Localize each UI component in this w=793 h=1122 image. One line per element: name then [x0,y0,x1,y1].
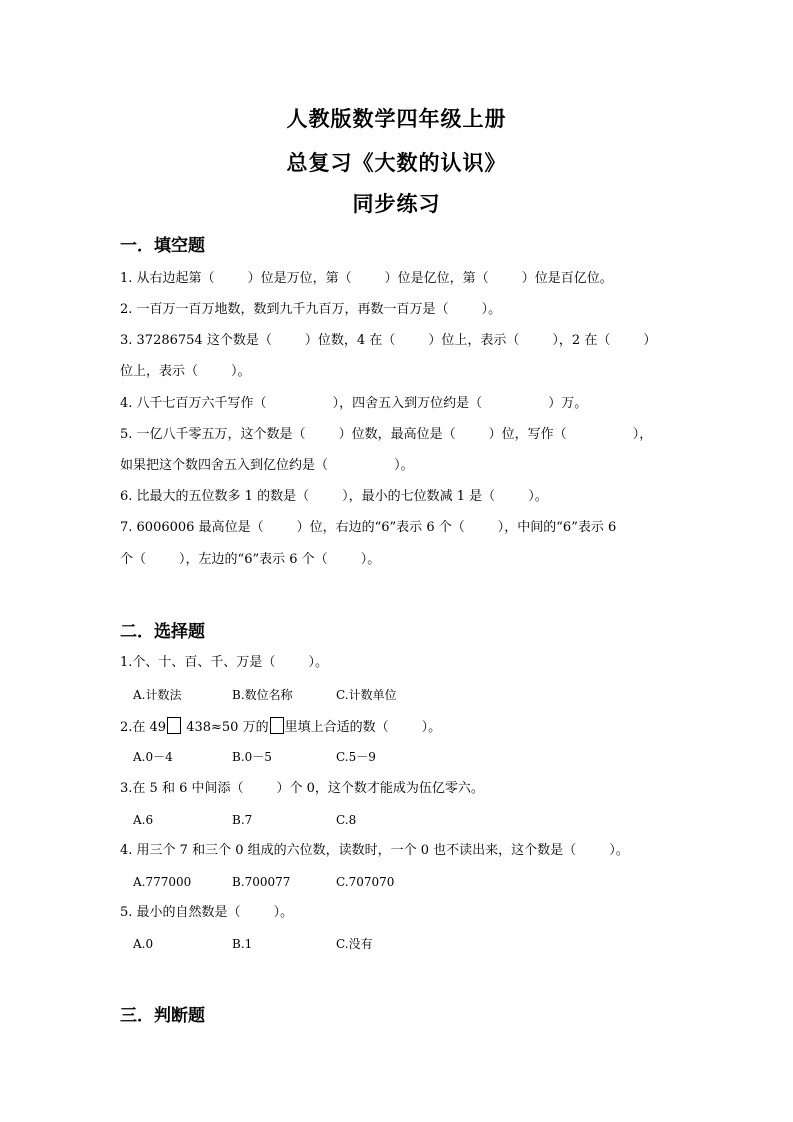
choice-2-stem-post: 里填上合适的数（ ）。 [284,720,442,735]
section-judge-heading: 三．判断题 [120,1006,205,1026]
title-line-1: 人教版数学四年级上册 [286,106,507,131]
choice-4-option-c: C.707070 [336,875,395,889]
choice-1-option-a: A.计数法 [133,688,182,702]
choice-5-option-b: B.1 [232,937,253,951]
choice-2-option-c: C.5－9 [336,750,376,764]
blank-box-icon [167,717,181,734]
title-line-3: 同步练习 [352,191,441,216]
choice-2-option-b: B.0－5 [232,750,272,764]
fill-question-5-line-1: 5. 一亿八千零五万，这个数是（ ）位数，最高位是（ ）位，写作（ ）， [120,427,653,442]
section-fill-heading: 一．填空题 [120,236,205,256]
choice-2-option-a: A.0－4 [133,750,173,764]
section-choice-heading: 二．选择题 [120,622,205,642]
fill-question-7-line-2: 个（ ），左边的“6”表示 6 个（ ）。 [120,552,381,567]
choice-2-stem-pre: 2.在 49 [120,720,167,735]
choice-5-option-a: A.0 [133,937,154,951]
choice-1-option-b: B.数位名称 [232,688,293,702]
fill-question-6: 6. 比最大的五位数多 1 的数是（ ），最小的七位数减 1 是（ ）。 [120,489,548,504]
choice-question-4: 4. 用三个 7 和三个 0 组成的六位数，读数时，一个 0 也不读出来，这个数是（ ）。 [120,843,629,858]
choice-question-2 [120,717,441,737]
fill-question-3-line-1: 3. 37286754 这个数是（ ）位数，4 在（ ）位上，表示（ ），2 在（ ） [120,333,657,348]
choice-3-option-c: C.8 [336,813,357,827]
choice-question-1: 1.个、十、百、千、万是（ ）。 [120,655,328,670]
choice-question-3: 3.在 5 和 6 中间添（ ）个 0，这个数才能成为伍亿零六。 [120,781,484,796]
blank-box-icon [270,717,284,734]
fill-question-7-line-1: 7. 6006006 最高位是（ ）位，右边的“6”表示 6 个（ ），中间的“6”表示 6 [120,520,617,535]
choice-3-option-b: B.7 [232,813,253,827]
fill-question-5-line-2: 如果把这个数四舍五入到亿位约是（ ）。 [120,458,414,473]
choice-4-option-a: A.777000 [133,875,192,889]
choice-3-option-a: A.6 [133,813,154,827]
fill-question-2: 2. 一百万一百万地数，数到九千九百万，再数一百万是（ ）。 [120,302,502,317]
title-line-2: 总复习《大数的认识》 [286,150,507,175]
choice-2-stem-mid: 438≈50 万的 [182,720,269,735]
choice-4-option-b: B.700077 [232,875,291,889]
choice-question-5: 5. 最小的自然数是（ ）。 [120,905,294,920]
choice-5-option-c: C.没有 [336,937,373,951]
fill-question-3-line-2: 位上，表示（ ）。 [120,364,251,379]
choice-1-option-c: C.计数单位 [336,688,397,702]
fill-question-1: 1. 从右边起第（ ）位是万位，第（ ）位是亿位，第（ ）位是百亿位。 [120,271,613,286]
fill-question-4: 4. 八千七百万六千写作（ ），四舍五入到万位约是（ ）万。 [120,396,588,411]
